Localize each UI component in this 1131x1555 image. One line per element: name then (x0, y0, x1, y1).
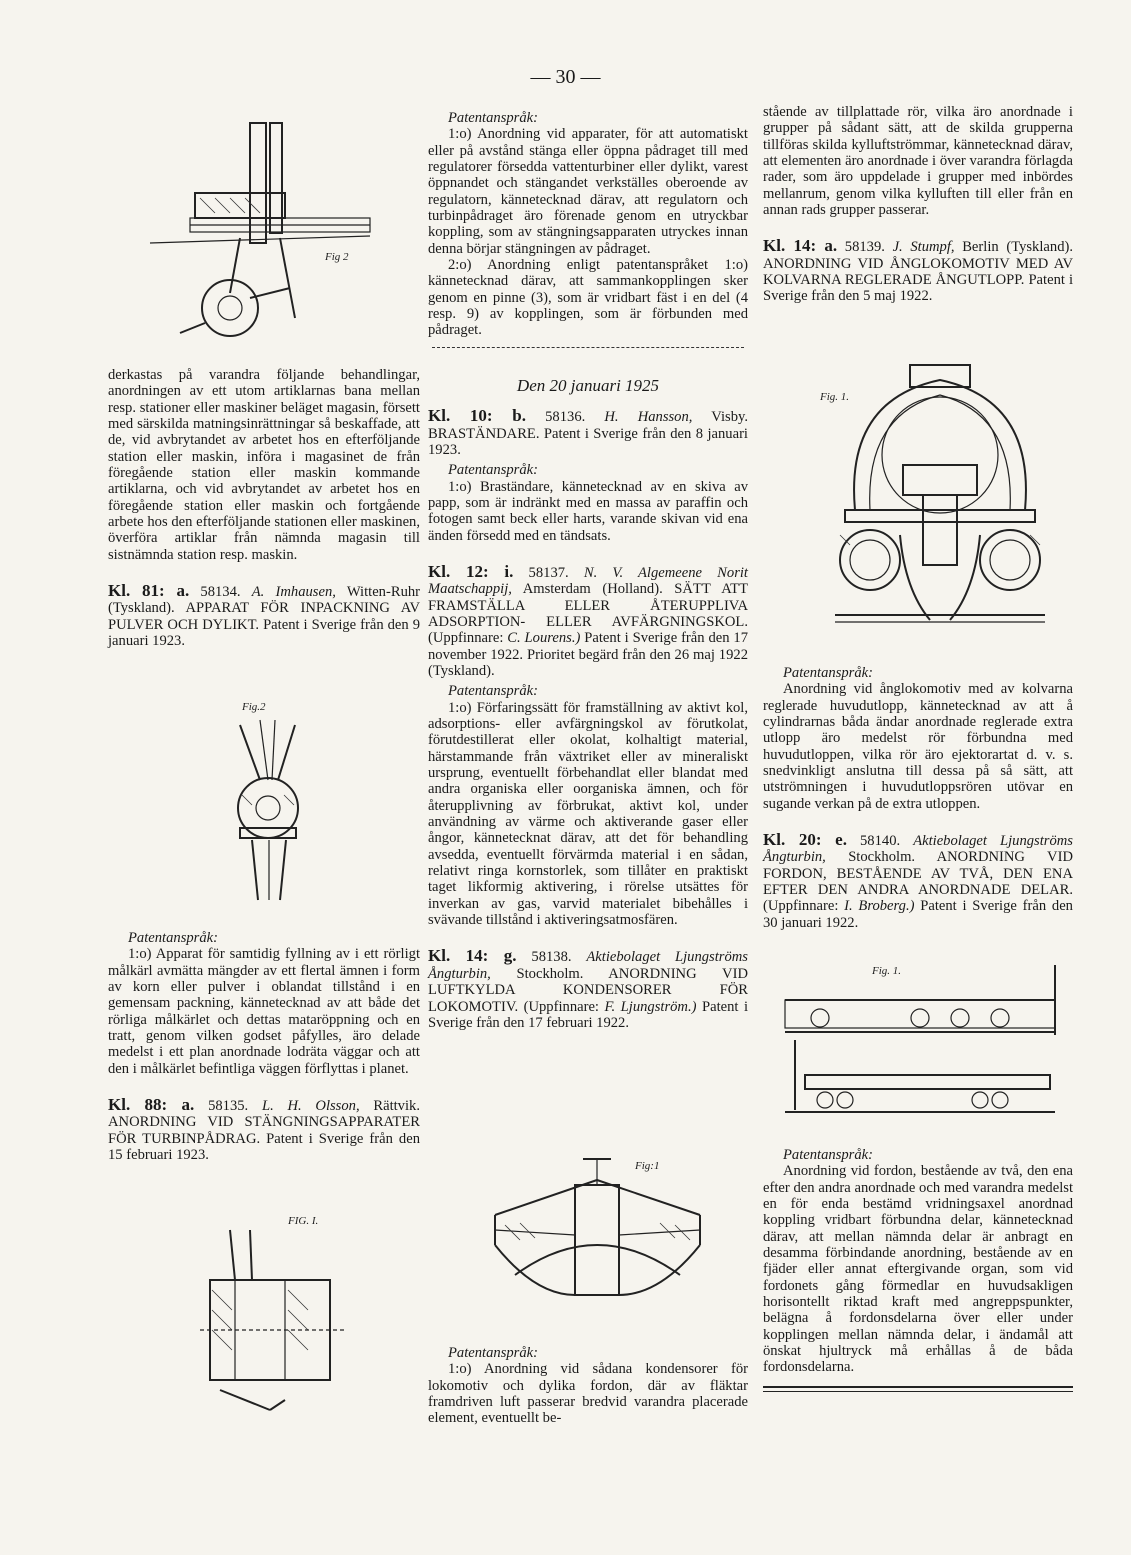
fig-label-col3-top: Fig. 1. (820, 391, 850, 403)
entry-14g-number: 58138. (531, 949, 572, 966)
claim-88a-2: 2:o) Anordning enligt patentanspråket 1:o) kännetecknad därav, att sammankopplingen sker genom en pinne (3), som är vridbart fäst i en del (4 resp. 9) av kopplingen, som är förbunden med pådraget. (428, 257, 748, 339)
entry-88a-class: Kl. 88: a. (108, 1095, 195, 1115)
entry-20e-inventor: I. Broberg.) (844, 898, 915, 915)
entry-81a (108, 583, 420, 649)
entry-12i-text: Amsterdam (Holland). SÄTT ATT FRAMSTÄLLA ELLER ÅTERUPPLIVA ADSORPTION- ELLER AVFÄRGNINGSKOL. (Uppfinnare: (428, 581, 749, 647)
patentansprak-label-12i: Patentanspråk: (448, 683, 538, 700)
figure-locomotive-cylinders (815, 360, 1065, 645)
figure-turbine-coupling (190, 1210, 360, 1425)
entry-10b (428, 408, 748, 458)
patentansprak-label-88a: Patentanspråk: (448, 110, 538, 126)
column-3-text-mid (763, 665, 1073, 931)
entry-88a (108, 1097, 420, 1163)
claim-20e: Anordning vid fordon, bestående av två, den ena efter den andra anordnade och med varandra medelst en för enda bestämd vridningsaxel anordnad koppling vridbart förbundna delar, kännetecknad därav, att mellan nämnda delar är anbragt en desamma förbindande anordning, bestående av en fjäder eller annat eftergivande organ, som vid fordonets gång förmedlar en huvudsakligen horisontellt riktad kraft med angreppspunkter, belägna å fordonsdelarna över eller under kopplingen mellan nämnda delar, i ändamål att önskat hjultryck må erhållas å de båda fordonsdelarna. (763, 1163, 1073, 1376)
entry-14a-number: 58139. (844, 239, 885, 256)
column-3-text-bottom (763, 1147, 1073, 1392)
claim-88a-1: 1:o) Anordning vid apparater, för att automatiskt eller på avstånd stänga eller öppna pådraget till med regulatorer försedda vattenturbiner eller dylikt, varest öppnandet och stängandet verkställes oberoende av regulatorn, kännetecknad därav, att regulatorn och turbinpådraget äro förenade genom en utryckbar koppling, som av stängningsapparaten utryckes innan denna börjar stängningen av pådraget. (428, 126, 748, 257)
claim-14a: Anordning vid ånglokomotiv med av kolvarna reglerade huvudutlopp, kännetecknad av att å cylindrarnas båda ändar anordnade reglerade extra utlopp äro medelst rör förbundna med huvudutloppen, vilka rör äro ejektorartat d. v. s. snedvinkligt anslutna till dessa på så sätt, att utströmningen i huvudutloppsrören utövar en sugande verkan på de extra utloppen. (763, 681, 1073, 812)
entry-14a (763, 238, 1073, 304)
claim-12i: 1:o) Förfaringssätt för framställning av aktivt kol, adsorptions- eller avfärgningskol av förutkolat, förutdestillerat eller okolat, kolhaltigt material, härstammande från växtriket eller av mineraliskt ursprung, eventuellt förbehandlat eller blandat med andra organiska eller oorganiska ämnen, och för återupplivning av förbrukat, aktivt kol, under användning av värme och aktiverande gaser eller ångor, kännetecknat därav, att det för behandling avsedda, eventuellt förvärmda material i en sådan, relativt ringa kornstorlek, som tillåter en praktiskt taget likformig aktivering, i rörelse utsättes för inverkan av gas, varvid materialet bibehålles i svävande tillstånd i aktiveringsatmosfären. (428, 699, 748, 929)
entry-12i-text2: Patent i Sverige från den 17 november 1922. Prioritet begärd från den 26 maj 1922 (Tyskland). (428, 630, 749, 679)
figure-vehicle (780, 960, 1070, 1135)
entry-12i-class: Kl. 12: i. (428, 561, 514, 581)
section-divider (432, 347, 744, 348)
entry-88a-applicant: L. H. Olsson, (261, 1098, 360, 1115)
patentansprak-label-14a: Patentanspråk: (783, 665, 873, 681)
claim-14g: 1:o) Anordning vid sådana kondensorer för lokomotiv och dylika fordon, där av fläktar framdriven luft passerar bredvid varandra placerade element, eventuellt be- (428, 1361, 748, 1427)
entry-10b-applicant: H. Hansson, (604, 409, 693, 426)
fig-label-mid: Fig.2 (242, 701, 266, 713)
entry-14a-text: Berlin (Tyskland). ANORDNING VID ÅNGLOKOMOTIV MED AV KOLVARNA REGLERADE ÅNGUTLOPP. Patent i Sverige från den 5 maj 1922. (763, 239, 1073, 305)
entry-20e-text2: Patent i Sverige från den 30 januari 1922. (763, 898, 1073, 931)
entry-20e-text: Stockholm. ANORDNING VID FORDON, BESTÅENDE AV TVÅ, DEN ENA EFTER DEN ANDRA ANORDNADE DELAR. (Uppfinnare: (763, 849, 1073, 915)
fig-label-condenser: Fig:1 (635, 1160, 660, 1172)
entry-12i-number: 58137. (528, 564, 569, 581)
column-2-text-top (428, 110, 748, 1031)
entry-14a-class: Kl. 14: a. (763, 236, 838, 256)
entry-14g-class: Kl. 14: g. (428, 946, 517, 966)
entry-81a-text: Witten-Ruhr (Tyskland). APPARAT FÖR INPACKNING AV PULVER OCH DYLIKT. Patent i Sverige från den 9 januari 1923. (108, 584, 421, 650)
patentansprak-label-20e: Patentanspråk: (783, 1147, 873, 1163)
entry-10b-text: Visby. BRASTÄNDARE. Patent i Sverige från den 8 januari 1923. (428, 409, 748, 458)
fig-label-top: Fig 2 (325, 251, 349, 263)
entry-14g-applicant: Aktiebolaget Ljungströms Ångturbin, (428, 949, 748, 982)
entry-88a-number: 58135. (208, 1098, 249, 1115)
entry-88a-text: Rättvik. ANORDNING VID STÄNGNINGSAPPARATER FÖR TURBINPÅDRAG. Patent i Sverige från den 15 februari 1923. (108, 1098, 420, 1164)
patentansprak-label-14g: Patentanspråk: (448, 1345, 538, 1361)
figure-condenser (475, 1155, 725, 1330)
entry-20e-class: Kl. 20: e. (763, 830, 847, 850)
claim-81a: 1:o) Apparat för samtidig fyllning av i ett rörligt målkärl avmätta mängder av ett flertal ämnen i form av korn eller pulver i oblandat tillstånd i en gemensam packning, kännetecknad av att både det rörliga målkärlet och dettas mataröppning och en tratt, genom vilken godset påfylles, äro delade medelst i ett plan anordnade lodräta väggar och att den i målkärlet befintliga väggen förflyttas i planet. (108, 946, 420, 1077)
entry-20e (763, 832, 1073, 931)
patentansprak-label-10b: Patentanspråk: (448, 462, 538, 479)
claim-10b: 1:o) Braständare, kännetecknad av en skiva av papp, som är indränkt med en massa av paraffin och fotogen samt beck eller harts, varande skivan vid ena änden försedd med en tändsats. (428, 478, 748, 544)
end-rule-thin (763, 1391, 1073, 1392)
fig-label-bottom: FIG. I. (288, 1215, 319, 1227)
entry-10b-class: Kl. 10: b. (428, 406, 526, 426)
entry-12i (428, 561, 749, 679)
date-heading: Den 20 januari 1925 (516, 375, 660, 395)
entry-12i-applicant: N. V. Algemeene Norit Maatschappij, (428, 564, 748, 598)
fig-label-col3-bottom: Fig. 1. (872, 965, 902, 977)
entry-20e-applicant: Aktiebolaget Ljungströms Ångturbin, (763, 833, 1073, 866)
figure-apparatus-fig2-top (120, 108, 420, 348)
column-3-text-top (763, 104, 1073, 305)
entry-81a-applicant: A. Imhausen, (251, 584, 336, 601)
entry-14g (428, 948, 748, 1031)
column-2-text-bottom (428, 1345, 748, 1427)
column-1-text-top (108, 367, 420, 650)
patentansprak-label-81a: Patentanspråk: (128, 930, 218, 946)
entry-14a-applicant: J. Stumpf, (892, 239, 955, 256)
entry-14g-text2: Patent i Sverige från den 17 februari 1922. (428, 998, 749, 1031)
entry-14g-inventor: F. Ljungström.) (604, 998, 697, 1015)
continuation-text: derkastas på varandra följande behandlingar, anordningen av ett utom artiklarnas bana mellan resp. stationer eller maskiner beläget magasin, försett med särskilda matningsinrättningar så beskaffade, att de, vid avbrytandet av arbetet hos en efterföljande station eller maskin, införa i magasinet de från föregående station eller maskin kommande artiklarna, och vid avbrytandet av arbetet hos en föregående station eller maskin och fortgående arbete hos den efterföljande stationen eller maskinen, överföra artiklar från nämnda magasin till sistnämnda station resp. maskin. (108, 367, 420, 563)
entry-81a-class: Kl. 81: a. (108, 581, 190, 601)
entry-12i-inventor: C. Lourens.) (507, 630, 581, 647)
column-1-text-mid (108, 930, 420, 1163)
end-rule (763, 1386, 1073, 1388)
entry-20e-number: 58140. (860, 833, 901, 850)
entry-14g-text: Stockholm. ANORDNING VID LUFTKYLDA KONDENSORER FÖR LOKOMOTIV. (Uppfinnare: (428, 965, 748, 1015)
continuation-text-col3: stående av tillplattade rör, vilka äro anordnade i grupper på sådant sätt, att de skilda grupperna tillföras skilda kylluftströmmar, kännetecknad därav, att elementen äro anordnade i över varandra förlagda rader, som äro uppdelade i grupper med inbördes mellanrum, genom vilka kylluften till eller från en annan rads grupper passerar. (763, 104, 1073, 219)
entry-81a-number: 58134. (200, 584, 241, 601)
figure-filling-apparatus (200, 700, 330, 910)
entry-10b-number: 58136. (545, 409, 586, 426)
page-number: — 30 — (530, 66, 601, 88)
